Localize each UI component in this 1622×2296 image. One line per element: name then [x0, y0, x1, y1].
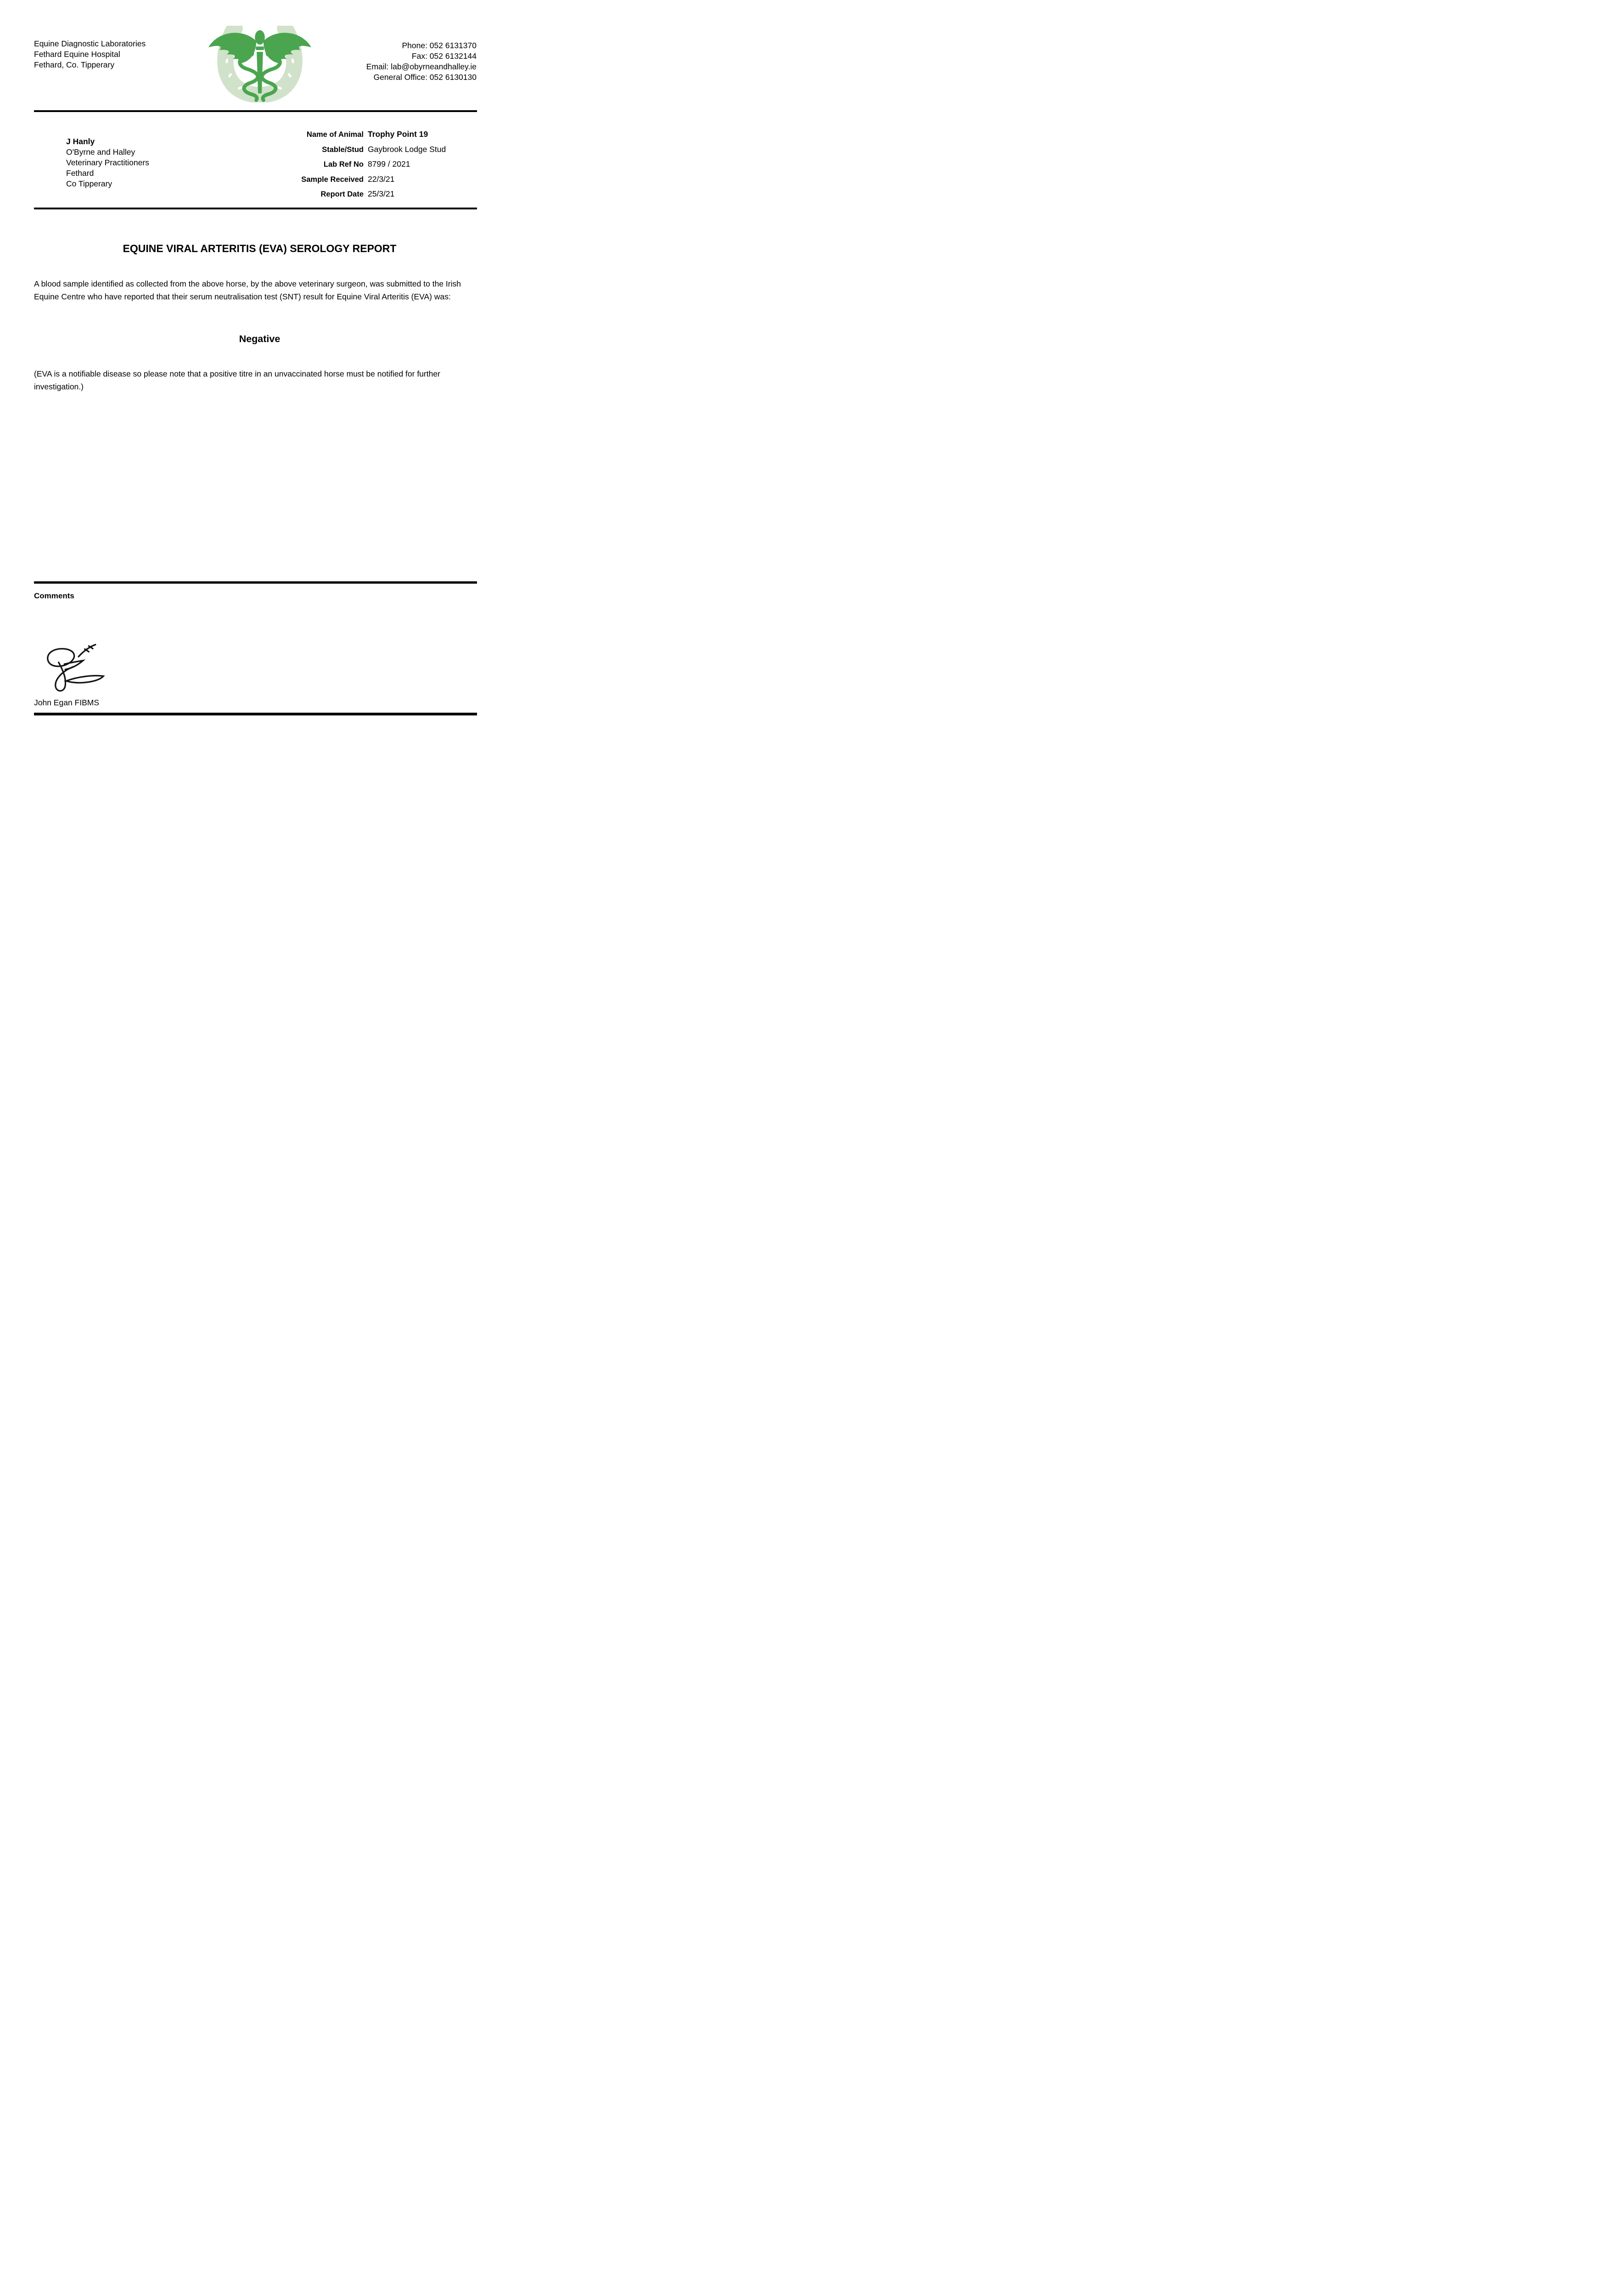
- detail-label: Name of Animal: [306, 130, 364, 139]
- detail-value: Gaybrook Lodge Stud: [368, 144, 446, 154]
- report-title: EQUINE VIRAL ARTERITIS (EVA) SEROLOGY REPORT: [123, 242, 397, 254]
- detail-value: 25/3/21: [368, 189, 395, 198]
- test-result: Negative: [239, 333, 281, 344]
- footer-divider: [34, 713, 477, 715]
- comments-divider: [34, 581, 477, 584]
- email-line: Email: lab@obyrneandhalley.ie: [366, 62, 477, 71]
- phone-line: Phone: 052 6131370: [402, 41, 477, 50]
- detail-row-animal-name: [34, 129, 477, 140]
- recipient-name: J Hanly: [66, 137, 95, 146]
- organisation-line: Fethard, Co. Tipperary: [34, 60, 115, 69]
- recipient-line: Fethard: [66, 169, 94, 178]
- notifiable-disease-note: (EVA is a notifiable disease so please note that a positive titre in an unvaccinated horse must be notified for further investigation.): [34, 369, 440, 391]
- signatory-name: John Egan FIBMS: [34, 698, 100, 707]
- detail-value: Trophy Point 19: [368, 129, 428, 139]
- detail-label: Lab Ref No: [323, 160, 364, 169]
- detail-label: Report Date: [320, 190, 364, 198]
- detail-value: 8799 / 2021: [368, 159, 410, 169]
- caduceus-horseshoe-logo: [206, 26, 314, 105]
- detail-row-lab-ref: [34, 159, 477, 169]
- contact-details: [366, 40, 477, 83]
- signature-image: [39, 642, 110, 696]
- recipient-line: O'Byrne and Halley: [66, 147, 135, 157]
- detail-value: 22/3/21: [368, 174, 395, 184]
- sample-details: [34, 129, 477, 204]
- organisation-address: [34, 39, 146, 70]
- general-office-line: General Office: 052 6130130: [373, 73, 477, 82]
- detail-row-sample-received: [34, 174, 477, 185]
- report-intro-paragraph: A blood sample identified as collected from the above horse, by the above veterinary surgeon, was submitted to the Irish Equine Centre who have reported that their serum neutralisation test (SNT) result for Equine Viral Arteritis (EVA) was:: [34, 279, 461, 301]
- recipient-line: Veterinary Practitioners: [66, 158, 149, 167]
- comments-heading: Comments: [34, 591, 74, 600]
- detail-row-report-date: [34, 189, 477, 199]
- detail-label: Stable/Stud: [322, 145, 364, 154]
- recipient-line: Co Tipperary: [66, 179, 112, 188]
- fax-line: Fax: 052 6132144: [411, 51, 477, 61]
- report-page: [0, 0, 519, 735]
- organisation-line: Fethard Equine Hospital: [34, 50, 120, 59]
- detail-label: Sample Received: [301, 175, 364, 184]
- address-divider: [34, 208, 477, 209]
- header-divider: [34, 110, 477, 112]
- organisation-name: Equine Diagnostic Laboratories: [34, 39, 146, 48]
- detail-row-stable-stud: [34, 144, 477, 155]
